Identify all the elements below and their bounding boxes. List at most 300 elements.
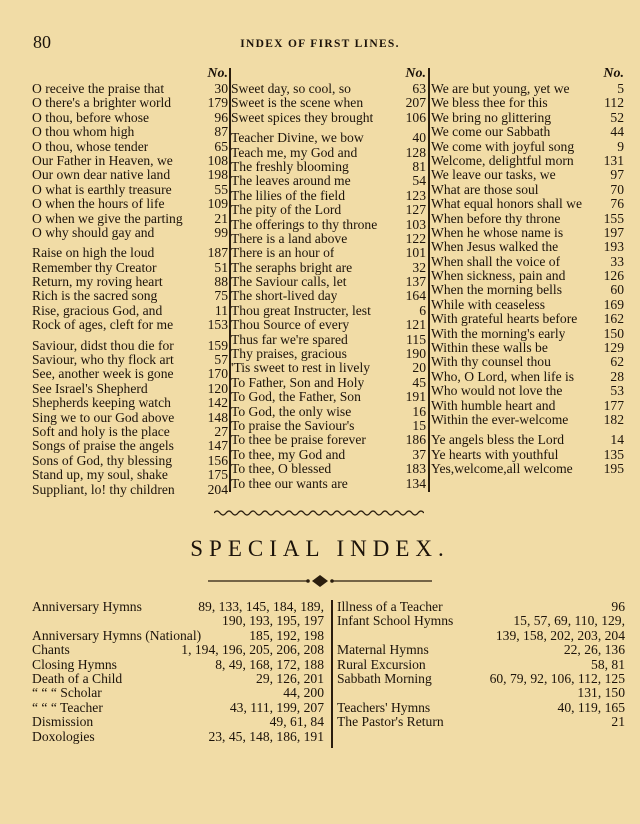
hymn-numbers: 23, 45, 148, 186, 191	[208, 728, 324, 744]
hymn-number: 191	[405, 389, 426, 405]
first-line-text: Sons of God, thy blessing	[32, 453, 173, 468]
index-entry	[431, 283, 624, 297]
index-entry	[231, 376, 426, 390]
hymn-number: 179	[207, 95, 228, 111]
first-line-text: The freshly blooming	[231, 159, 349, 174]
hymn-number: 55	[214, 181, 228, 197]
index-entry	[32, 212, 228, 226]
first-line-text: The seraphs bright are	[231, 260, 353, 275]
index-entry	[431, 433, 624, 447]
hymn-numbers: 60, 79, 92, 106, 112, 125	[489, 671, 625, 687]
hymn-number: 14	[610, 432, 624, 448]
first-line-text: The Saviour calls, let	[231, 275, 347, 290]
special-index-entry	[32, 643, 324, 657]
index-entry	[231, 318, 426, 332]
topic-label: “ “ “ Teacher	[32, 699, 103, 715]
hymn-number: 126	[603, 268, 624, 284]
index-entry	[431, 462, 624, 476]
hymn-numbers: 96	[611, 599, 625, 614]
first-line-text: Rich is the sacred song	[32, 289, 158, 304]
hymn-number: 65	[214, 138, 228, 154]
first-line-text: Saviour, didst thou die for	[32, 338, 174, 353]
index-column-1	[32, 66, 228, 497]
hymn-number: 193	[603, 239, 624, 255]
special-index-entry	[32, 686, 324, 700]
wavy-divider	[214, 508, 424, 518]
first-line-text: With thy counsel thou	[431, 355, 551, 370]
hymn-number: 88	[214, 274, 228, 290]
hymn-number: 33	[610, 253, 624, 269]
index-entry	[32, 111, 228, 125]
index-entry	[231, 232, 426, 246]
index-entry	[32, 425, 228, 439]
first-line-text: To thee our wants are	[231, 476, 348, 491]
hymn-number: 190	[405, 346, 426, 362]
first-line-text: To Father, Son and Holy	[231, 375, 365, 390]
topic-label: Sabbath Morning	[337, 671, 432, 687]
hymn-number: 20	[412, 360, 426, 376]
first-line-text: 'Tis sweet to rest in lively	[231, 361, 371, 376]
hymn-number: 186	[405, 432, 426, 448]
hymn-numbers-continued: 139, 158, 202, 203, 204	[495, 627, 625, 643]
special-index-entry	[32, 629, 324, 643]
index-entry	[431, 96, 624, 110]
column-header-no: No.	[207, 66, 228, 81]
hymn-number: 15	[412, 417, 426, 433]
ornament-rule	[208, 574, 432, 588]
first-line-text: Remember thy Creator	[32, 260, 157, 275]
special-index-right	[337, 600, 625, 730]
index-entry	[231, 82, 426, 96]
hymn-number: 45	[412, 374, 426, 390]
hymn-number: 197	[603, 224, 624, 240]
first-line-text: To thee be praise forever	[231, 433, 366, 448]
index-entry	[431, 82, 624, 96]
hymn-number: 63	[412, 81, 426, 96]
index-entry	[231, 289, 426, 303]
index-entry	[231, 405, 426, 419]
first-line-text: The leaves around me	[231, 174, 351, 189]
hymn-number: 99	[214, 224, 228, 240]
first-line-text: O thou, before whose	[32, 110, 150, 125]
topic-label: Illness of a Teacher	[337, 599, 443, 614]
hymn-number: 112	[604, 95, 624, 111]
first-line-text: The lilies of the field	[231, 188, 346, 203]
first-line-text: Sweet day, so cool, so	[231, 82, 351, 96]
first-line-text: When the morning bells	[431, 283, 562, 298]
hymn-number: 153	[207, 317, 228, 333]
special-index-entry	[337, 672, 625, 686]
hymn-numbers-continued: 190, 193, 195, 197	[222, 613, 324, 629]
hymn-number: 162	[603, 311, 624, 327]
first-line-text: To thee, O blessed	[231, 462, 332, 477]
first-line-text: Saviour, who thy flock art	[32, 353, 174, 368]
index-entry	[32, 339, 228, 353]
index-entry	[231, 146, 426, 160]
special-index-entry	[32, 701, 324, 715]
index-entry	[431, 255, 624, 269]
hymn-number: 37	[412, 446, 426, 462]
special-index-entry	[337, 715, 625, 729]
special-index-entry	[337, 614, 625, 628]
index-entry	[32, 154, 228, 168]
hymn-number: 169	[603, 296, 624, 312]
first-line-text: With humble heart and	[431, 398, 556, 413]
first-line-text: Welcome, delightful morn	[431, 153, 574, 168]
hymn-number: 142	[207, 395, 228, 411]
index-entry	[431, 269, 624, 283]
index-entry	[32, 96, 228, 110]
hymn-number: 16	[412, 403, 426, 419]
index-entry	[231, 275, 426, 289]
first-line-text: Who, O Lord, when life is	[431, 369, 575, 384]
first-line-text: Shepherds keeping watch	[32, 396, 171, 411]
first-line-text: Sweet spices they brought	[231, 110, 374, 125]
hymn-numbers: 22, 26, 136	[563, 642, 625, 658]
hymn-number: 204	[207, 481, 228, 497]
hymn-number: 57	[214, 352, 228, 368]
hymn-number: 135	[603, 446, 624, 462]
index-entry	[32, 353, 228, 367]
topic-label: Dismission	[32, 714, 94, 730]
index-entry	[431, 111, 624, 125]
hymn-number: 21	[214, 210, 228, 226]
hymn-number: 120	[207, 380, 228, 396]
hymn-number: 128	[405, 144, 426, 160]
index-entry	[32, 246, 228, 260]
first-line-text: The pity of the Lord	[231, 203, 342, 218]
hymn-numbers: 49, 61, 84	[269, 714, 324, 730]
hymn-number: 182	[603, 411, 624, 427]
index-column-2	[231, 66, 426, 491]
hymn-numbers: 43, 111, 199, 207	[229, 699, 324, 715]
hymn-number: 109	[207, 196, 228, 212]
index-entry	[32, 411, 228, 425]
index-entry	[231, 477, 426, 491]
topic-label: Anniversary Hymns (National)	[32, 627, 202, 643]
first-line-text: Sing we to our God above	[32, 410, 175, 425]
hymn-number: 122	[405, 230, 426, 246]
index-entry	[32, 439, 228, 453]
special-index-entry	[337, 701, 625, 715]
hymn-number: 187	[207, 245, 228, 261]
first-line-text: We come with joyful song	[431, 139, 575, 154]
column-header-no: No.	[405, 66, 426, 81]
hymn-number: 106	[405, 109, 426, 125]
hymn-number: 97	[610, 167, 624, 183]
first-line-text: While with ceaseless	[431, 297, 545, 312]
hymn-number: 5	[617, 81, 624, 96]
first-line-text: O when the hours of life	[32, 197, 165, 212]
first-line-text: What equal honors shall we	[431, 197, 582, 212]
first-line-text: With grateful hearts before	[431, 312, 578, 327]
hymn-number: 155	[603, 210, 624, 226]
first-line-text: We bless thee for this	[431, 96, 548, 111]
index-entry	[431, 341, 624, 355]
first-line-text: Yes,welcome,all welcome	[431, 462, 573, 477]
index-entry	[431, 240, 624, 254]
first-line-text: Soft and holy is the place	[32, 424, 170, 439]
hymn-number: 115	[406, 331, 426, 347]
hymn-number: 62	[610, 354, 624, 370]
first-line-text: Thou great Instructer, lest	[231, 303, 371, 318]
first-line-text: What are those soul	[431, 182, 539, 197]
hymn-number: 131	[603, 152, 624, 168]
index-entry	[231, 218, 426, 232]
special-index-entry	[337, 600, 625, 614]
hymn-number: 127	[405, 202, 426, 218]
first-line-text: O why should gay and	[32, 225, 155, 240]
index-entry	[32, 261, 228, 275]
hymn-number: 40	[412, 130, 426, 146]
topic-label: The Pastor's Return	[337, 714, 444, 730]
column-header-no: No.	[603, 66, 624, 81]
first-line-text: To God, the only wise	[231, 404, 352, 419]
first-line-text: Thus far we're spared	[231, 332, 348, 347]
first-line-text: To thee, my God and	[231, 447, 346, 462]
first-line-text: Rise, gracious God, and	[32, 303, 163, 318]
index-entry	[231, 261, 426, 275]
hymn-number: 81	[412, 158, 426, 174]
special-index-entry	[32, 658, 324, 672]
hymn-numbers-continued: 131, 150	[577, 685, 625, 701]
index-entry	[431, 125, 624, 139]
hymn-number: 156	[207, 452, 228, 468]
hymn-numbers: 44, 200	[283, 685, 324, 701]
index-entry	[431, 448, 624, 462]
index-entry	[431, 197, 624, 211]
index-entry	[231, 361, 426, 375]
first-line-text: See, another week is gone	[32, 367, 174, 382]
index-entry	[431, 154, 624, 168]
hymn-numbers: 1, 194, 196, 205, 206, 208	[181, 642, 324, 658]
hymn-number: 159	[207, 337, 228, 353]
topic-label: Teachers' Hymns	[337, 699, 431, 715]
index-entry	[32, 483, 228, 497]
topic-label: “ “ “ Scholar	[32, 685, 102, 701]
hymn-number: 52	[610, 109, 624, 125]
hymn-number: 164	[405, 288, 426, 304]
hymn-number: 6	[419, 302, 426, 318]
index-entry	[32, 183, 228, 197]
hymn-number: 96	[214, 109, 228, 125]
index-entry	[231, 189, 426, 203]
topic-label: Closing Hymns	[32, 656, 117, 672]
first-line-text: When Jesus walked the	[431, 240, 559, 255]
first-line-text: O what is earthly treasure	[32, 182, 172, 197]
hymn-number: 183	[405, 461, 426, 477]
first-line-text: Within the ever-welcome	[431, 412, 569, 427]
index-entry	[231, 96, 426, 110]
first-line-text: When sickness, pain and	[431, 269, 566, 284]
index-entry	[231, 174, 426, 188]
index-entry	[231, 160, 426, 174]
hymn-number: 76	[610, 196, 624, 212]
index-entry	[431, 183, 624, 197]
index-entry	[32, 168, 228, 182]
index-entry	[32, 275, 228, 289]
hymn-number: 44	[610, 124, 624, 140]
hymn-number: 11	[214, 302, 228, 318]
special-index-entry	[32, 672, 324, 686]
hymn-number: 195	[603, 461, 624, 477]
index-entry	[431, 140, 624, 154]
first-line-text: Raise on high the loud	[32, 246, 155, 261]
first-line-text: Return, my roving heart	[32, 275, 163, 290]
topic-label: Chants	[32, 642, 70, 658]
index-entry	[32, 454, 228, 468]
index-entry	[431, 327, 624, 341]
index-entry	[431, 355, 624, 369]
topic-label: Death of a Child	[32, 671, 123, 687]
hymn-numbers: 40, 119, 165	[557, 699, 625, 715]
index-entry	[32, 367, 228, 381]
special-index-entry	[32, 600, 324, 614]
first-line-text: Our Father in Heaven, we	[32, 153, 173, 168]
hymn-numbers: 29, 126, 201	[256, 671, 324, 687]
index-entry	[231, 246, 426, 260]
first-line-text: There is a land above	[231, 231, 348, 246]
index-entry	[431, 312, 624, 326]
first-line-text: With the morning's early	[431, 326, 566, 341]
index-entry	[431, 399, 624, 413]
index-entry	[231, 203, 426, 217]
first-line-text: Rock of ages, cleft for me	[32, 318, 174, 333]
hymn-number: 9	[617, 138, 624, 154]
hymn-numbers: 58, 81	[591, 656, 625, 672]
hymn-number: 54	[412, 173, 426, 189]
first-line-text: To praise the Saviour's	[231, 418, 355, 433]
first-line-text: Our own dear native land	[32, 168, 171, 183]
hymn-number: 27	[214, 423, 228, 439]
first-line-text: Teacher Divine, we bow	[231, 131, 364, 146]
first-line-text: The short-lived day	[231, 289, 338, 304]
hymn-number: 101	[405, 245, 426, 261]
index-entry	[431, 413, 624, 427]
index-entry	[231, 433, 426, 447]
hymn-number: 103	[405, 216, 426, 232]
first-line-text: We come our Sabbath	[431, 125, 551, 140]
hymn-number: 108	[207, 152, 228, 168]
hymn-number: 28	[610, 368, 624, 384]
first-line-text: We are but young, yet we	[431, 82, 570, 96]
index-entry	[231, 333, 426, 347]
first-line-text: To God, the Father, Son	[231, 390, 361, 405]
special-index-rule	[331, 600, 333, 748]
first-line-text: We leave our tasks, we	[431, 168, 556, 183]
index-entry	[231, 462, 426, 476]
topic-label: Rural Excursion	[337, 656, 426, 672]
first-line-text: Who would not love the	[431, 384, 563, 399]
hymn-number: 207	[405, 95, 426, 111]
first-line-text: Thy praises, gracious	[231, 347, 347, 362]
first-line-text: O thou, whose tender	[32, 139, 149, 154]
index-entry	[231, 131, 426, 145]
index-column-3	[431, 66, 624, 477]
index-entry	[431, 212, 624, 226]
hymn-number: 60	[610, 282, 624, 298]
hymn-number: 32	[412, 259, 426, 275]
hymn-numbers: 21	[611, 714, 625, 730]
first-line-text: O thou whom high	[32, 125, 135, 140]
hymn-number: 87	[214, 124, 228, 140]
first-line-text: O there's a brighter world	[32, 96, 172, 111]
hymn-number: 123	[405, 187, 426, 203]
index-entry	[231, 111, 426, 125]
first-line-text: When shall the voice of	[431, 254, 561, 269]
first-line-text: Thou Source of every	[231, 318, 350, 333]
running-head: INDEX OF FIRST LINES.	[240, 38, 400, 50]
first-line-text: See Israel's Shepherd	[32, 381, 148, 396]
hymn-number: 170	[207, 366, 228, 382]
hymn-number: 51	[214, 259, 228, 275]
first-line-text: Within these walls be	[431, 341, 548, 356]
index-entry	[431, 226, 624, 240]
first-line-text: Ye angels bless the Lord	[431, 433, 565, 448]
first-line-text: When before thy throne	[431, 211, 561, 226]
index-entry	[32, 226, 228, 240]
index-entry	[32, 304, 228, 318]
special-index-entry	[337, 658, 625, 672]
hymn-numbers: 15, 57, 69, 110, 129,	[513, 613, 625, 629]
first-line-text: Stand up, my soul, shake	[32, 468, 168, 483]
index-entry	[32, 289, 228, 303]
special-index-entry	[32, 715, 324, 729]
hymn-number: 134	[405, 475, 426, 491]
first-line-text: Sweet is the scene when	[231, 96, 364, 111]
index-entry	[32, 468, 228, 482]
index-entry	[231, 390, 426, 404]
index-entry	[431, 384, 624, 398]
first-line-text: There is an hour of	[231, 246, 335, 261]
special-index-entry	[337, 643, 625, 657]
index-entry	[32, 396, 228, 410]
index-entry	[32, 140, 228, 154]
first-line-text: Teach me, my God and	[231, 145, 358, 160]
hymn-numbers: 8, 49, 168, 172, 188	[215, 656, 324, 672]
first-line-text: O when we give the parting	[32, 211, 183, 226]
hymn-number: 75	[214, 288, 228, 304]
hymn-number: 148	[207, 409, 228, 425]
hymn-number: 198	[207, 167, 228, 183]
hymn-number: 70	[610, 181, 624, 197]
first-line-text: When he whose name is	[431, 225, 564, 240]
index-entry	[32, 382, 228, 396]
first-line-text: O receive the praise that	[32, 82, 165, 96]
hymn-number: 30	[214, 81, 228, 96]
index-entry	[231, 448, 426, 462]
index-entry	[231, 419, 426, 433]
index-entry	[431, 168, 624, 182]
index-entry	[32, 318, 228, 332]
hymn-number: 129	[603, 340, 624, 356]
index-entry	[32, 125, 228, 139]
first-line-text: The offerings to thy throne	[231, 217, 378, 232]
first-line-text: Songs of praise the angels	[32, 439, 174, 454]
topic-label: Maternal Hymns	[337, 642, 429, 658]
index-entry	[32, 197, 228, 211]
hymn-number: 121	[405, 317, 426, 333]
topic-label: Infant School Hymns	[337, 613, 454, 629]
hymn-numbers: 89, 133, 145, 184, 189,	[198, 599, 324, 614]
column-rule-2	[428, 68, 430, 492]
special-index-entry	[32, 730, 324, 744]
index-entry	[32, 82, 228, 96]
first-line-text: Suppliant, lo! thy children	[32, 482, 175, 497]
special-index-left	[32, 600, 324, 744]
topic-label: Doxologies	[32, 728, 95, 744]
hymn-numbers: 185, 192, 198	[249, 627, 324, 643]
